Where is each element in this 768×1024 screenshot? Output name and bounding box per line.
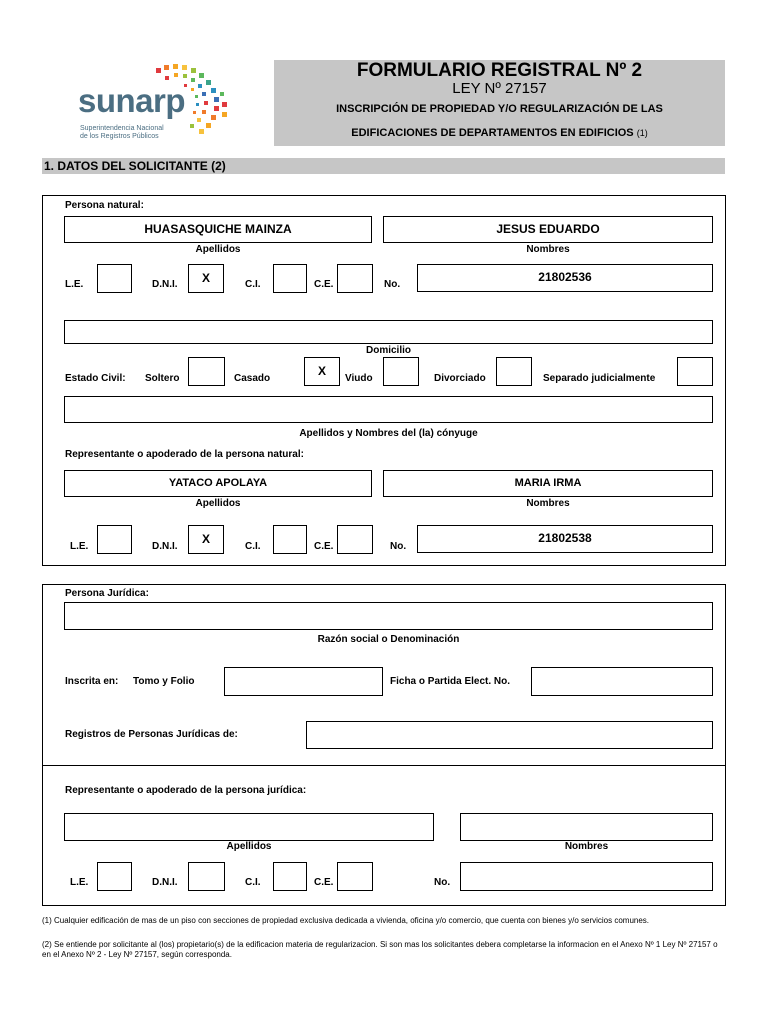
dni-label: D.N.I. <box>152 279 178 290</box>
ci-checkbox[interactable] <box>273 264 307 293</box>
separado-label: Separado judicialmente <box>543 373 656 384</box>
law-title: LEY Nº 27157 <box>452 80 547 97</box>
rep-juridica-doc-number-label: No. <box>434 877 451 888</box>
subtitle-line-2-text: EDIFICACIONES DE DEPARTAMENTOS EN EDIFICIOS <box>351 127 634 139</box>
form-title: FORMULARIO REGISTRAL Nº 2 <box>356 60 643 81</box>
ce-checkbox[interactable] <box>337 264 373 293</box>
razon-social-label: Razón social o Denominación <box>317 634 460 645</box>
rep-ci-checkbox[interactable] <box>273 525 307 554</box>
ci-label: C.I. <box>245 279 261 290</box>
conyuge-field[interactable] <box>64 396 713 423</box>
separado-checkbox[interactable] <box>677 357 713 386</box>
rep-nombres-label: Nombres <box>526 498 570 509</box>
ficha-label: Ficha o Partida Elect. No. <box>390 676 511 687</box>
doc-number-label: No. <box>384 279 401 290</box>
rep-juridica-ci-checkbox[interactable] <box>273 862 307 891</box>
rep-juridica-heading: Representante o apoderado de la persona jurídica: <box>65 785 307 796</box>
casado-checkbox[interactable]: X <box>304 357 340 386</box>
rep-juridica-le-label: L.E. <box>70 877 89 888</box>
viudo-label: Viudo <box>345 373 373 384</box>
rep-juridica-dni-label: D.N.I. <box>152 877 178 888</box>
registros-field[interactable] <box>306 721 713 749</box>
tomo-folio-label: Tomo y Folio <box>133 676 195 687</box>
ce-label: C.E. <box>314 279 334 290</box>
juridica-divider <box>42 765 726 766</box>
apellidos-label: Apellidos <box>195 244 241 255</box>
divorciado-label: Divorciado <box>434 373 486 384</box>
rep-juridica-apellidos-label: Apellidos <box>226 841 272 852</box>
nombres-field[interactable]: JESUS EDUARDO <box>383 216 713 243</box>
rep-nombres-field[interactable]: MARIA IRMA <box>383 470 713 497</box>
rep-juridica-ci-label: C.I. <box>245 877 261 888</box>
registros-label: Registros de Personas Jurídicas de: <box>65 729 238 740</box>
rep-juridica-apellidos-field[interactable] <box>64 813 434 841</box>
rep-juridica-nombres-label: Nombres <box>564 841 609 852</box>
rep-doc-number-field[interactable]: 21802538 <box>417 525 713 553</box>
subtitle-line-1: INSCRIPCIÓN DE PROPIEDAD Y/O REGULARIZACIÓN DE LAS <box>336 103 663 115</box>
tomo-folio-field[interactable] <box>224 667 383 696</box>
rep-dni-checkbox[interactable]: X <box>188 525 224 554</box>
divorciado-checkbox[interactable] <box>496 357 532 386</box>
persona-juridica-heading: Persona Jurídica: <box>65 588 149 599</box>
rep-ce-checkbox[interactable] <box>337 525 373 554</box>
rep-dni-label: D.N.I. <box>152 541 178 552</box>
sunarp-tagline-2: de los Registros Públicos <box>80 133 159 140</box>
rep-natural-heading: Representante o apoderado de la persona natural: <box>65 449 304 460</box>
rep-juridica-ce-checkbox[interactable] <box>337 862 373 891</box>
le-checkbox[interactable] <box>97 264 132 293</box>
conyuge-label: Apellidos y Nombres del (la) cónyuge <box>299 428 478 439</box>
rep-juridica-ce-label: C.E. <box>314 877 334 888</box>
rep-doc-number-label: No. <box>390 541 407 552</box>
rep-apellidos-label: Apellidos <box>195 498 241 509</box>
apellidos-field[interactable]: HUASASQUICHE MAINZA <box>64 216 372 243</box>
rep-apellidos-field[interactable]: YATACO APOLAYA <box>64 470 372 497</box>
rep-juridica-doc-number-field[interactable] <box>460 862 713 891</box>
rep-le-checkbox[interactable] <box>97 525 132 554</box>
estado-civil-label: Estado Civil: <box>65 373 126 384</box>
dni-checkbox[interactable]: X <box>188 264 224 293</box>
razon-social-field[interactable] <box>64 602 713 630</box>
le-label: L.E. <box>65 279 84 290</box>
rep-le-label: L.E. <box>70 541 89 552</box>
viudo-checkbox[interactable] <box>383 357 419 386</box>
rep-ce-label: C.E. <box>314 541 334 552</box>
subtitle-note: (1) <box>636 128 648 138</box>
ficha-field[interactable] <box>531 667 713 696</box>
soltero-label: Soltero <box>145 373 180 384</box>
sunarp-logo <box>66 60 266 146</box>
doc-number-field[interactable]: 21802536 <box>417 264 713 292</box>
nombres-label: Nombres <box>526 244 570 255</box>
footnote-2: (2) Se entiende por solicitante al (los) propietario(s) de la edificacion materia de regularizacion. Si son mas los solicitantes debera completarse la informacion en el Anexo Nº 1 Ley Nº 27157 o en el Anexo Nº 2 - Ley Nº 27157, según corresponda. <box>42 940 718 959</box>
rep-juridica-le-checkbox[interactable] <box>97 862 132 891</box>
subtitle-line-2 <box>274 127 725 139</box>
section-title: 1. DATOS DEL SOLICITANTE (2) <box>44 159 226 173</box>
sunarp-brand-text: sunarp <box>78 82 186 119</box>
sunarp-tagline-1: Superintendencia Nacional <box>80 125 164 132</box>
footnote-1: (1) Cualquier edificación de mas de un piso con secciones de propiedad exclusiva dedicada a vivienda, oficina y/o comercio, que cuenta con bienes y/o servicios comunes. <box>42 916 650 925</box>
persona-natural-heading: Persona natural: <box>65 200 144 211</box>
domicilio-label: Domicilio <box>365 345 411 356</box>
inscrita-label: Inscrita en: <box>65 676 119 687</box>
domicilio-field[interactable] <box>64 320 713 344</box>
rep-ci-label: C.I. <box>245 541 261 552</box>
rep-juridica-dni-checkbox[interactable] <box>188 862 225 891</box>
rep-juridica-nombres-field[interactable] <box>460 813 713 841</box>
soltero-checkbox[interactable] <box>188 357 225 386</box>
casado-label: Casado <box>234 373 271 384</box>
